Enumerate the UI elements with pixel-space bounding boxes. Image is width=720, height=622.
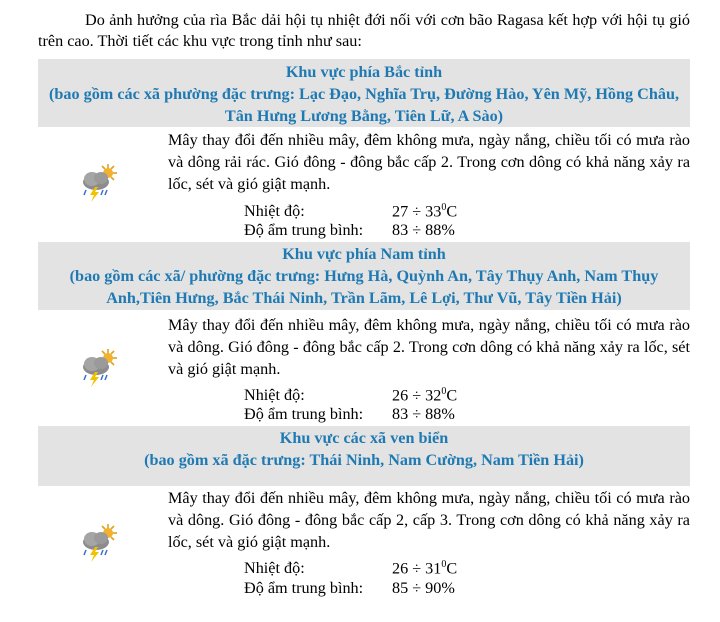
degree-mark: 0 xyxy=(441,202,447,213)
region-description: Mây thay đổi đến nhiều mây, đêm không mưa, ngày nắng, chiều tối có mưa rào và dông. Gió đông - đông bắc cấp 2, cấp 3. Trong cơn dông có khả năng xảy ra lốc, sét và gió giật mạnh. xyxy=(168,489,690,551)
region-subtitle: (bao gồm các xã phường đặc trưng: Lạc Đạo, Nghĩa Trụ, Đường Hào, Yên Mỹ, Hồng Châu, Tân Hưng Lương Bằng, Tiên Lữ, A Sào) xyxy=(48,85,679,125)
humidity-value: 83 ÷ 88% xyxy=(392,405,455,423)
celsius-unit: C xyxy=(446,559,458,578)
temperature-label: Nhiệt độ: xyxy=(244,386,305,405)
temperature-value: 27 ÷ 33 xyxy=(392,202,442,221)
region-subtitle: (bao gồm các xã/ phường đặc trưng: Hưng Hà, Quỳnh An, Tây Thụy Anh, Nam Thụy Anh,Tiên Hưng, Bắc Thái Ninh, Trần Lãm, Lê Lợi, Thư Vũ, Tây Tiền Hải) xyxy=(69,267,659,307)
region-title: Khu vực phía Bắc tỉnh xyxy=(285,63,443,81)
thunderstorm-sun-icon xyxy=(78,521,120,563)
humidity-row xyxy=(244,577,455,599)
humidity-row xyxy=(244,403,455,425)
temperature-row xyxy=(244,554,457,579)
region-subtitle: (bao gồm xã đặc trưng: Thái Ninh, Nam Cường, Nam Tiền Hải) xyxy=(144,451,584,469)
region-header-coastal xyxy=(38,426,690,486)
intro-paragraph: Do ảnh hưởng của rìa Bắc dải hội tụ nhiệt đới nối với cơn bão Ragasa kết hợp với hội tụ gió trên cao. Thời tiết các khu vực trong tỉnh như sau: xyxy=(38,11,690,50)
region-header-north xyxy=(38,59,690,127)
humidity-label: Độ ẩm trung bình: xyxy=(244,579,364,597)
thunderstorm-sun-icon xyxy=(78,161,120,203)
humidity-value: 83 ÷ 88% xyxy=(392,221,455,239)
degree-mark: 0 xyxy=(441,559,447,570)
temperature-label: Nhiệt độ: xyxy=(244,202,305,221)
region-header-south xyxy=(38,242,690,310)
temperature-value: 26 ÷ 31 xyxy=(392,559,442,578)
forecast-block-south xyxy=(38,314,690,424)
temperature-label: Nhiệt độ: xyxy=(244,559,305,578)
humidity-label: Độ ẩm trung bình: xyxy=(244,405,364,423)
celsius-unit: C xyxy=(446,386,458,405)
region-title: Khu vực phía Nam tỉnh xyxy=(282,245,446,263)
forecast-block-coastal xyxy=(38,487,690,602)
degree-mark: 0 xyxy=(441,386,447,397)
humidity-value: 85 ÷ 90% xyxy=(392,579,455,597)
temperature-value: 26 ÷ 32 xyxy=(392,386,442,405)
region-description: Mây thay đổi đến nhiều mây, đêm không mưa, ngày nắng, chiều tối có mưa rào và dông rải rác. Gió đông - đông bắc cấp 2. Trong cơn dông có khả năng xảy ra lốc, sét và gió giật mạnh. xyxy=(168,131,690,193)
humidity-row xyxy=(244,219,455,241)
forecast-block-north xyxy=(38,129,690,239)
celsius-unit: C xyxy=(446,202,458,221)
region-title: Khu vực các xã ven biển xyxy=(279,429,449,447)
humidity-label: Độ ẩm trung bình: xyxy=(244,221,364,239)
region-description: Mây thay đổi đến nhiều mây, đêm không mưa, ngày nắng, chiều tối có mưa rào và dông. Gió đông - đông bắc cấp 2. Trong cơn dông có khả năng xảy ra lốc, sét và gió giật mạnh. xyxy=(168,316,690,378)
thunderstorm-sun-icon xyxy=(78,346,120,388)
